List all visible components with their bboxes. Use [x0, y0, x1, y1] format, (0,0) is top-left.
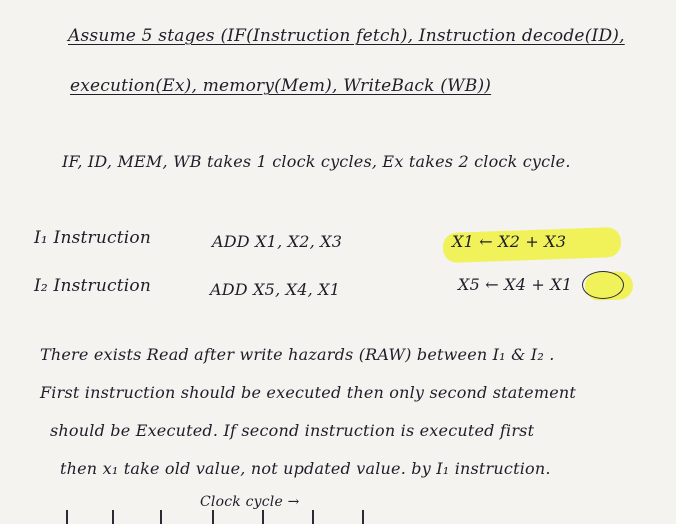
instruction-2-expr: X5 ← X4 + X1: [458, 275, 573, 294]
clock-tick: [262, 510, 264, 524]
explanation-line-1: There exists Read after write hazards (RAW) between I₁ & I₂ .: [40, 345, 555, 364]
clock-tick: [112, 510, 114, 524]
assume-line-1: Assume 5 stages (IF(Instruction fetch), Instruction decode(ID),: [68, 26, 625, 46]
timing-line: IF, ID, MEM, WB takes 1 clock cycles, Ex takes 2 clock cycle.: [62, 152, 571, 171]
explanation-line-3: should be Executed. If second instruction is executed first: [50, 421, 535, 440]
clock-tick: [160, 510, 162, 524]
clock-cycle-label: Clock cycle →: [200, 494, 300, 510]
explanation-line-4: then x₁ take old value, not updated value. by I₁ instruction.: [60, 459, 551, 478]
instruction-1-asm: ADD X1, X2, X3: [212, 232, 343, 251]
clock-tick: [212, 510, 214, 524]
clock-tick: [312, 510, 314, 524]
clock-tick: [362, 510, 364, 524]
instruction-1-name: I₁ Instruction: [34, 228, 152, 248]
instruction-2-name: I₂ Instruction: [34, 276, 152, 296]
explanation-line-2: First instruction should be executed then only second statement: [40, 383, 577, 402]
instruction-1-expr: X1 ← X2 + X3: [452, 232, 567, 251]
instruction-2-asm: ADD X5, X4, X1: [210, 280, 341, 299]
x1-circle-mark: [582, 271, 624, 299]
clock-tick: [66, 510, 68, 524]
assume-line-2: execution(Ex), memory(Mem), WriteBack (WB)): [70, 76, 492, 96]
